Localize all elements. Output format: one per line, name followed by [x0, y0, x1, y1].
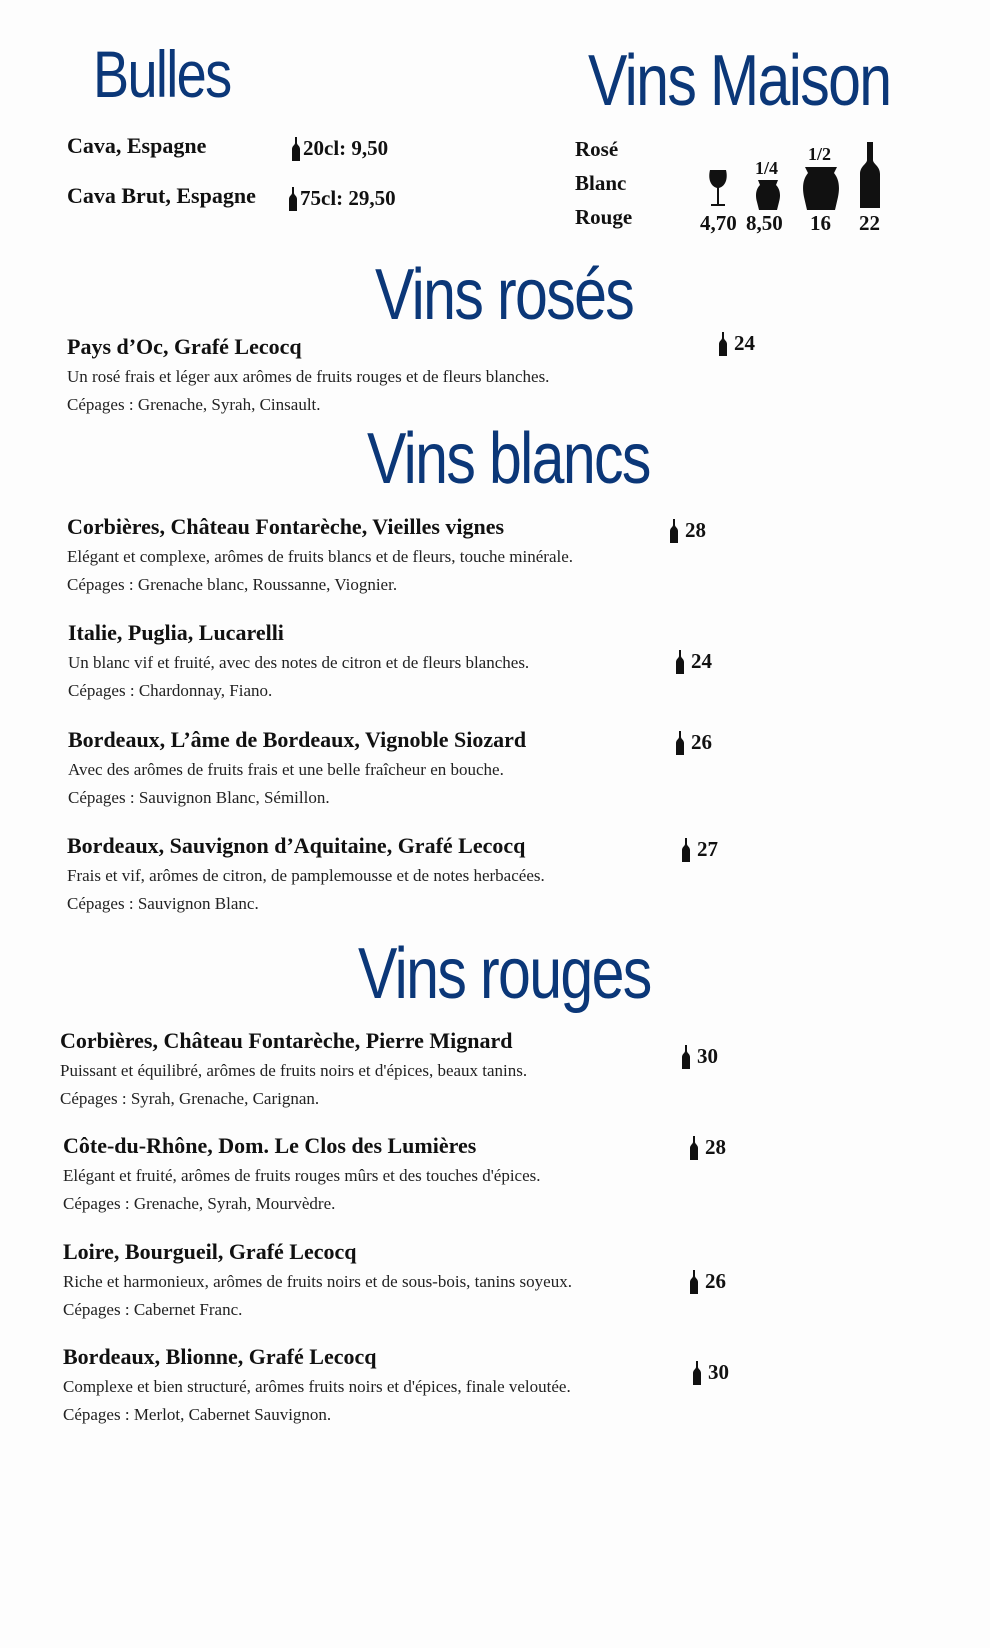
wine-item	[67, 514, 573, 595]
price-text: 26	[691, 730, 712, 754]
color-label: Rouge	[575, 205, 633, 229]
wine-description: Elégant et complexe, arômes de fruits blancs et de fleurs, touche minérale.	[67, 547, 574, 566]
wine-price	[670, 518, 706, 543]
wine-name: Corbières, Château Fontarèche, Pierre Mignard	[60, 1028, 513, 1053]
heading-vins-maison: Vins Maison	[588, 41, 891, 121]
wine-item	[63, 1133, 541, 1214]
bottle-icon	[690, 1270, 698, 1294]
wine-name: Côte-du-Rhône, Dom. Le Clos des Lumières	[63, 1133, 477, 1158]
heading-vins-roses: Vins rosés	[375, 255, 634, 335]
item-price	[292, 136, 388, 161]
wine-price	[676, 730, 712, 755]
price-text: 27	[697, 837, 718, 861]
bottle-icon	[289, 187, 297, 211]
bottle-icon	[719, 332, 727, 356]
bottle-icon	[676, 731, 684, 755]
format-price: 16	[810, 211, 831, 235]
wine-description: Un blanc vif et fruité, avec des notes de citron et de fleurs blanches.	[68, 653, 530, 672]
wine-grapes: Cépages : Grenache, Syrah, Mourvèdre.	[63, 1194, 336, 1213]
wine-description: Complexe et bien structuré, arômes fruits noirs et d'épices, finale veloutée.	[63, 1377, 571, 1396]
wine-grapes: Cépages : Syrah, Grenache, Carignan.	[60, 1089, 320, 1108]
wine-item	[60, 1028, 527, 1109]
wine-price	[719, 331, 755, 356]
wine-name: Loire, Bourgueil, Grafé Lecocq	[63, 1239, 357, 1264]
bottle-icon	[690, 1136, 698, 1160]
wine-price	[690, 1135, 726, 1160]
wine-name: Bordeaux, L’âme de Bordeaux, Vignoble Siozard	[68, 727, 527, 752]
price-text: 24	[734, 331, 755, 355]
wine-price	[693, 1360, 729, 1385]
price-text: 26	[705, 1269, 726, 1293]
price-text: 24	[691, 649, 712, 673]
wine-item	[63, 1344, 571, 1425]
wine-description: Un rosé frais et léger aux arômes de fruits rouges et de fleurs blanches.	[67, 367, 550, 386]
price-text: 30	[697, 1044, 718, 1068]
wine-name: Italie, Puglia, Lucarelli	[68, 620, 284, 645]
color-label: Rosé	[575, 137, 619, 161]
wine-item	[67, 833, 545, 914]
item-price	[289, 186, 396, 211]
wine-price	[682, 1044, 718, 1069]
bottle-icon	[682, 1045, 690, 1069]
price-text: 20cl: 9,50	[303, 136, 389, 160]
wine-description: Elégant et fruité, arômes de fruits rouges mûrs et des touches d'épices.	[63, 1166, 541, 1185]
heading-vins-blancs: Vins blancs	[367, 419, 650, 499]
wine-grapes: Cépages : Merlot, Cabernet Sauvignon.	[63, 1405, 332, 1424]
wine-grapes: Cépages : Chardonnay, Fiano.	[68, 681, 273, 700]
format-price: 8,50	[746, 211, 783, 235]
wine-name: Pays d’Oc, Grafé Lecocq	[67, 334, 302, 359]
wine-price	[682, 837, 718, 862]
wine-price	[676, 649, 712, 674]
wine-description: Puissant et équilibré, arômes de fruits noirs et d'épices, beaux tanins.	[60, 1061, 528, 1080]
wine-item	[63, 1239, 572, 1320]
wine-description: Frais et vif, arômes de citron, de pamplemousse et de notes herbacées.	[67, 866, 545, 885]
price-text: 28	[705, 1135, 726, 1159]
quarter-carafe-icon	[755, 180, 781, 210]
item-name: Cava Brut, Espagne	[67, 183, 256, 208]
bottle-icon	[676, 650, 684, 674]
heading-bulles: Bulles	[93, 37, 231, 111]
wine-glass-icon	[707, 170, 729, 210]
heading-vins-rouges: Vins rouges	[358, 934, 651, 1014]
bottle-icon	[860, 142, 880, 208]
price-text: 30	[708, 1360, 729, 1384]
wine-grapes: Cépages : Grenache blanc, Roussanne, Viognier.	[67, 575, 398, 594]
format-label: 1/4	[755, 158, 779, 178]
wine-description: Riche et harmonieux, arômes de fruits noirs et de sous-bois, tanins soyeux.	[63, 1272, 572, 1291]
wine-name: Corbières, Château Fontarèche, Vieilles vignes	[67, 514, 505, 539]
half-carafe-icon	[803, 167, 839, 210]
wine-item	[68, 727, 526, 808]
format-label: 1/2	[808, 144, 832, 164]
format-price: 22	[859, 211, 880, 235]
item-name: Cava, Espagne	[67, 133, 207, 158]
bottle-icon	[693, 1361, 701, 1385]
wine-grapes: Cépages : Grenache, Syrah, Cinsault.	[67, 395, 321, 414]
price-text: 75cl: 29,50	[300, 186, 396, 210]
wine-name: Bordeaux, Sauvignon d’Aquitaine, Grafé Lecocq	[67, 833, 526, 858]
wine-name: Bordeaux, Blionne, Grafé Lecocq	[63, 1344, 377, 1369]
bottle-icon	[682, 838, 690, 862]
wine-description: Avec des arômes de fruits frais et une belle fraîcheur en bouche.	[68, 760, 504, 779]
wine-price	[690, 1269, 726, 1294]
price-text: 28	[685, 518, 706, 542]
wine-grapes: Cépages : Cabernet Franc.	[63, 1300, 243, 1319]
wine-item	[67, 334, 549, 415]
format-price: 4,70	[700, 211, 737, 235]
wine-grapes: Cépages : Sauvignon Blanc.	[67, 894, 259, 913]
wine-item	[68, 620, 529, 701]
wine-grapes: Cépages : Sauvignon Blanc, Sémillon.	[68, 788, 330, 807]
bottle-icon	[292, 137, 300, 161]
bottle-icon	[670, 519, 678, 543]
color-label: Blanc	[575, 171, 627, 195]
